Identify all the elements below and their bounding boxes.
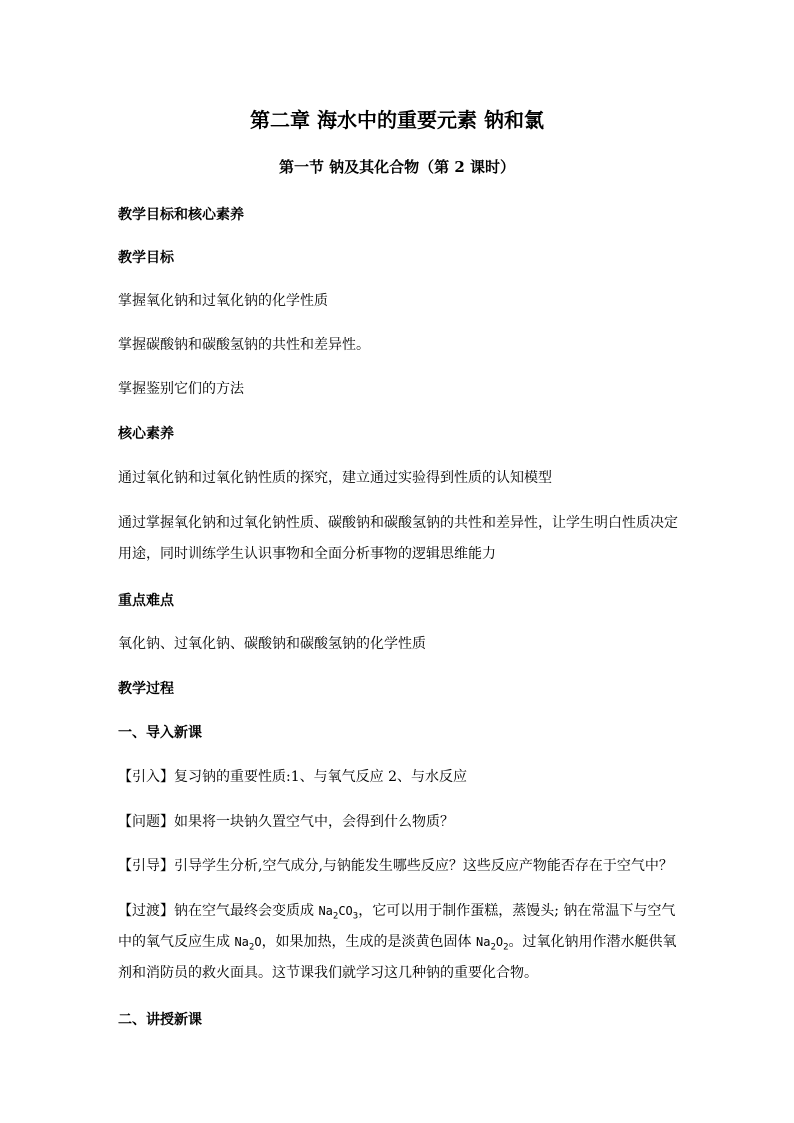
formula-sodium-peroxide: $Na_2O_2$ <box>476 935 509 953</box>
core-item-2: 通过掌握氧化钠和过氧化钠性质、碳酸钠和碳酸氢钠的共性和差异性，让学生明白性质决定用途，同时训练学生认识事物和全面分析事物的逻辑思维能力 <box>118 515 678 562</box>
goal-item-2: 掌握碳酸钠和碳酸氢钠的共性和差异性。 <box>118 337 370 353</box>
chapter-title: 第二章 海水中的重要元素 钠和氯 <box>250 108 544 132</box>
heading-key-points: 重点难点 <box>118 593 174 609</box>
heading-goals-and-core: 教学目标和核心素养 <box>118 207 244 223</box>
goal-item-1: 掌握氧化钠和过氧化钠的化学性质 <box>118 293 328 309</box>
intro-tag: 【引入】 <box>118 769 174 785</box>
intro-text: 复习钠的重要性质:1、与氧气反应 2、与水反应 <box>174 769 467 785</box>
formula-sodium-carbonate: $Na_2CO_3$ <box>318 904 359 922</box>
transition-paragraph <box>118 896 683 989</box>
transition-text-a: 钠在空气最终会变质成 <box>174 903 319 919</box>
transition-text-c: ，如果加热，生成的是淡黄色固体 <box>261 934 477 950</box>
goal-item-3: 掌握鉴别它们的方法 <box>118 381 244 397</box>
guide-tag: 【引导】 <box>118 858 174 874</box>
heading-lecture: 二、讲授新课 <box>118 1012 202 1028</box>
guide-paragraph <box>118 856 683 876</box>
heading-goals: 教学目标 <box>118 250 174 266</box>
transition-tag: 【过渡】 <box>118 903 174 919</box>
section-title: 第一节 钠及其化合物（第 2 课时） <box>278 158 516 176</box>
intro-paragraph <box>118 767 683 787</box>
question-tag: 【问题】 <box>118 814 174 830</box>
formula-sodium-oxide: $Na_2O$ <box>234 935 262 953</box>
transition-text-d: 。过氧化钠用作潜水艇供氧剂和消防员的救火面具。这节课我们就学习这几种钠的重要化合物。 <box>118 934 677 981</box>
guide-text: 引导学生分析,空气成分,与钠能发生哪些反应？这些反应产物能否存在于空气中？ <box>174 858 673 874</box>
heading-teaching-process: 教学过程 <box>118 681 174 697</box>
question-text: 如果将一块钠久置空气中，会得到什么物质？ <box>174 814 454 830</box>
transition-text-b: ，它可以用于制作蛋糕，蒸馒头; 钠在常温下与空气中的氧气反应生成 <box>118 903 676 950</box>
core-item-1: 通过氧化钠和过氧化钠性质的探究，建立通过实验得到性质的认知模型 <box>118 470 552 486</box>
key-point-item: 氧化钠、过氧化钠、碳酸钠和碳酸氢钠的化学性质 <box>118 636 426 652</box>
heading-core-literacy: 核心素养 <box>118 426 174 442</box>
heading-intro: 一、导入新课 <box>118 725 202 741</box>
question-paragraph <box>118 812 683 832</box>
